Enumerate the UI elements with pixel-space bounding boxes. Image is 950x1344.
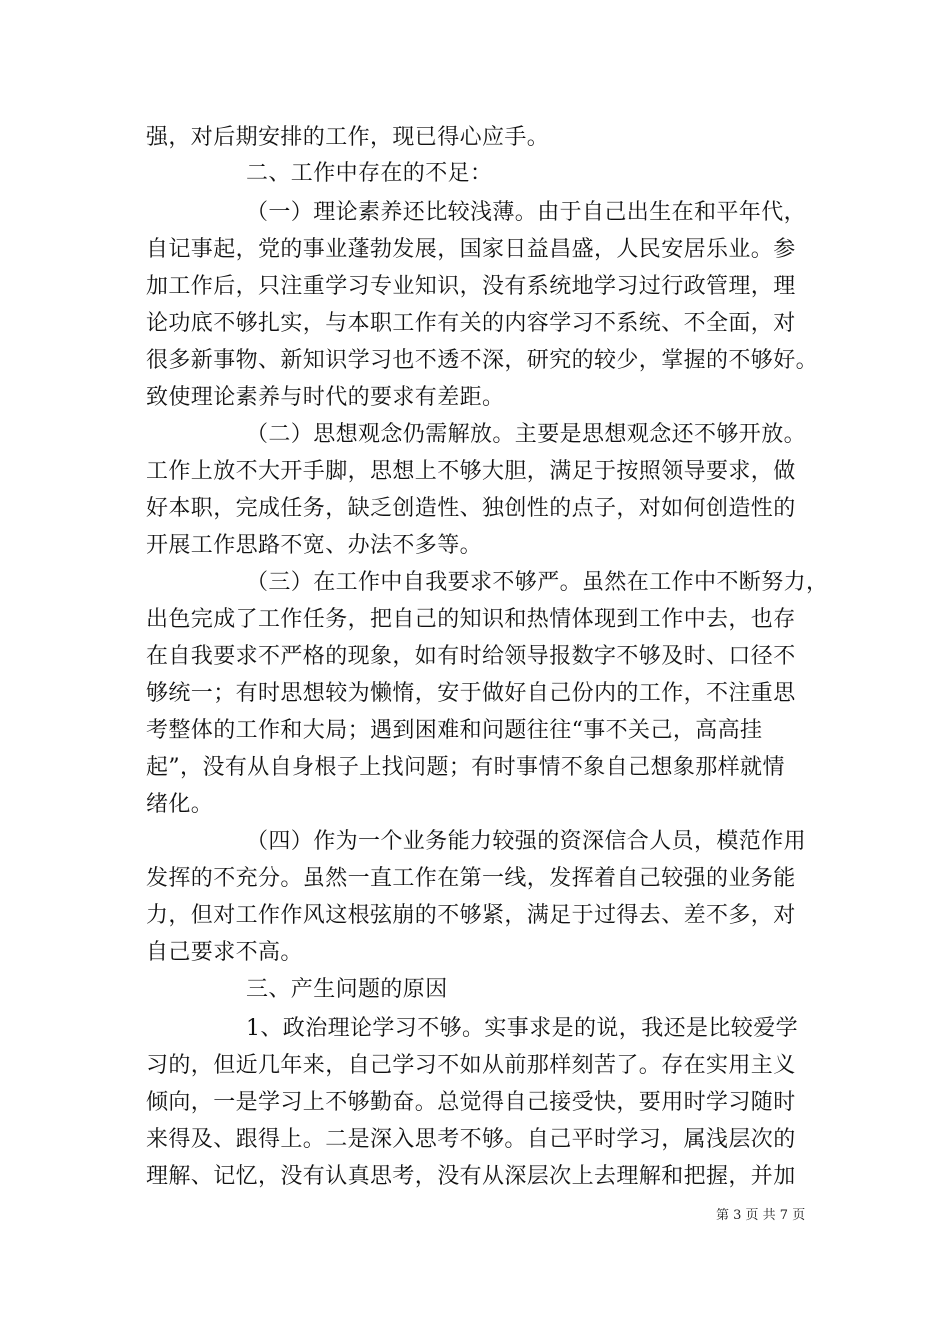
text-line: 强，对后期安排的工作，现已得心应手。 [146, 125, 550, 150]
text-line: 自己要求不高。 [146, 940, 303, 965]
text-line: 够统一；有时思想较为懒惰，安于做好自己份内的工作，不注重思 [146, 681, 796, 706]
text-line: 起”，没有从自身根子上找问题；有时事情不象自己想象那样就情 [146, 755, 785, 780]
text-line: （三）在工作中自我要求不够严。虽然在工作中不断努力， [246, 570, 829, 595]
text-line: 在自我要求不严格的现象，如有时给领导报数字不够及时、口径不 [146, 644, 796, 669]
text-line: 来得及、跟得上。二是深入思考不够。自己平时学习，属浅层次的 [146, 1127, 796, 1152]
text-line: 1、政治理论学习不够。实事求是的说，我还是比较爱学 [246, 1016, 798, 1041]
text-line: 理解、记忆，没有认真思考，没有从深层次上去理解和把握，并加 [146, 1164, 796, 1189]
text-line: 考整体的工作和大局；遇到困难和问题往往“事不关己，高高挂 [146, 718, 763, 743]
text-line: 绪化。 [146, 792, 214, 817]
text-line: （一）理论素养还比较浅薄。由于自己出生在和平年代， [246, 200, 807, 225]
text-line: 工作上放不大开手脚，思想上不够大胆，满足于按照领导要求，做 [146, 459, 796, 484]
text-line: 自记事起，党的事业蓬勃发展，国家日益昌盛，人民安居乐业。参 [146, 237, 796, 262]
text-line: （四）作为一个业务能力较强的资深信合人员，模范作用 [246, 829, 807, 854]
text-line: 发挥的不充分。虽然一直工作在第一线，发挥着自己较强的业务能 [146, 866, 796, 891]
text-line: 开展工作思路不宽、办法不多等。 [146, 533, 483, 558]
text-line: （二）思想观念仍需解放。主要是思想观念还不够开放。 [246, 422, 807, 447]
text-line: 很多新事物、新知识学习也不透不深，研究的较少，掌握的不够好。 [146, 348, 819, 373]
page-number-footer: 第 3 页 共 7 页 [716, 1208, 806, 1223]
text-line: 论功底不够扎实，与本职工作有关的内容学习不系统、不全面，对 [146, 311, 796, 336]
text-line: 出色完成了工作任务，把自己的知识和热情体现到工作中去，也存 [146, 607, 796, 632]
section-heading: 二、工作中存在的不足： [246, 161, 493, 186]
text-line: 致使理论素养与时代的要求有差距。 [146, 385, 505, 410]
text-line: 加工作后，只注重学习专业知识，没有系统地学习过行政管理，理 [146, 274, 796, 299]
text-line: 好本职，完成任务，缺乏创造性、独创性的点子，对如何创造性的 [146, 496, 796, 521]
text-line: 倾向，一是学习上不够勤奋。总觉得自己接受快，要用时学习随时 [146, 1090, 796, 1115]
section-heading: 三、产生问题的原因 [246, 977, 448, 1002]
text-line: 习的，但近几年来，自己学习不如从前那样刻苦了。存在实用主义 [146, 1053, 796, 1078]
text-line: 力，但对工作作风这根弦崩的不够紧，满足于过得去、差不多，对 [146, 903, 796, 928]
